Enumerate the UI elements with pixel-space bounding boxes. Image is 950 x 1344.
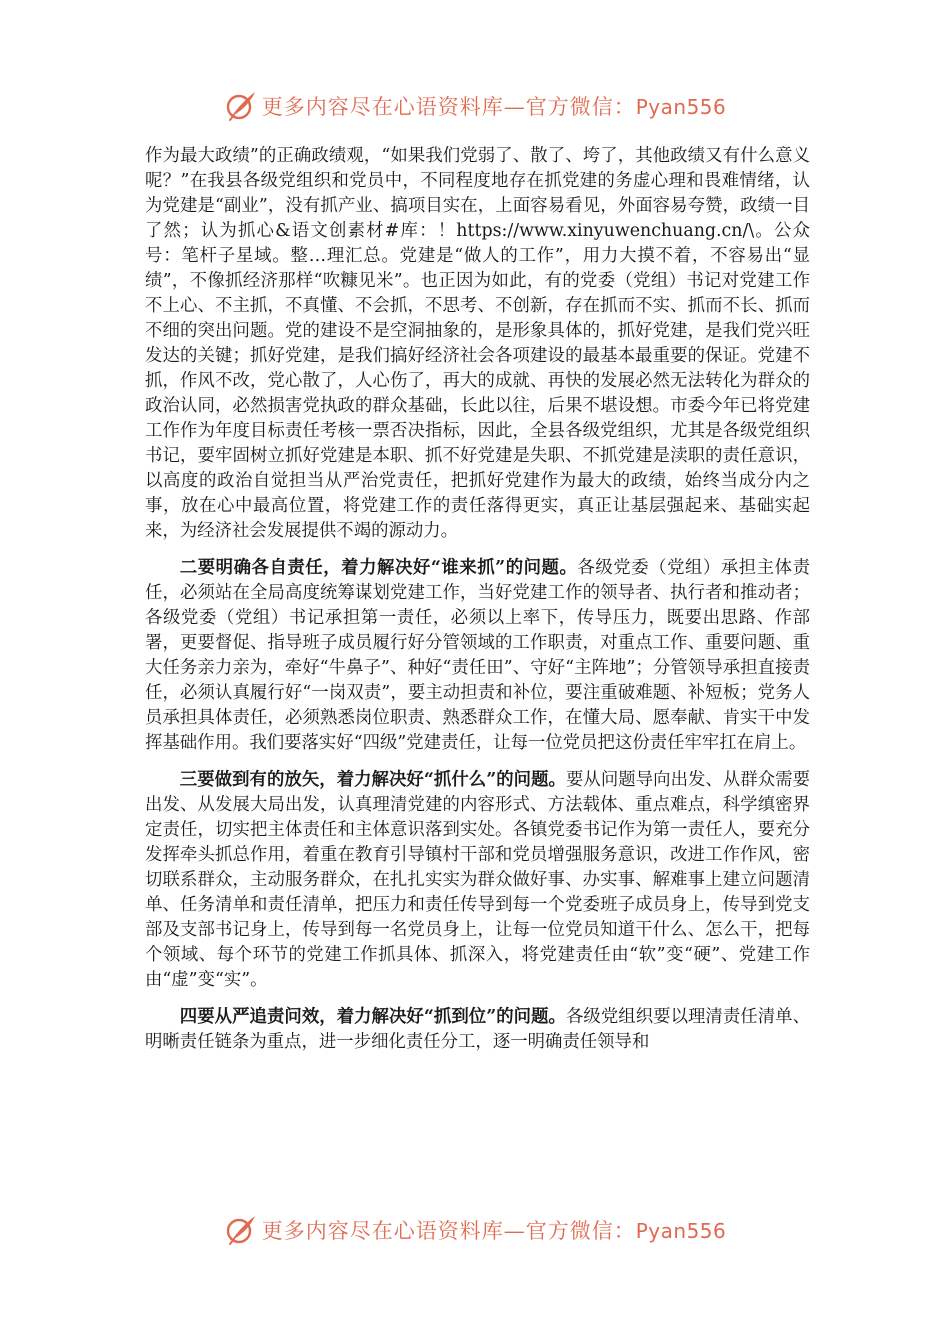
paragraph-4-heading: 四要从严追责问效，着力解决好“抓到位”的问题。 xyxy=(179,1007,566,1027)
paragraph-1-text: 作为最大政绩”的正确政绩观，“如果我们党弱了、散了、垮了，其他政绩又有什么意义呢？”在我县各级党组织和党员中，不同程度地存在抓党建的务虚心理和畏难情绪，认为党建是“副业”，没有抓产业、搞项目实在，上面容易看见，外面容易夸赞，政绩一目了然；认为抓心&语文创素材#库：！https://www.xinyuwenchuang.cn/\。公众号：笔杆子星域。整…理汇总。党建是“做人的工作”，用力大摸不着，不容易出“显绩”，不像抓经济那样“吹糠见米”。也正因为如此，有的党委（党组）书记对党建工作不上心、不主抓，不真懂、不会抓，不思考、不创新，存在抓而不实、抓而不长、抓而不细的突出问题。党的建设不是空洞抽象的，是形象具体的，抓好党建，是我们党兴旺发达的关键；抓好党建，是我们搞好经济社会各项建设的最基本最重要的保证。党建不抓，作风不改，党心散了，人心伤了，再大的成就、再快的发展必然无法转化为群众的政治认同，必然损害党执政的群众基础，长此以往，后果不堪设想。市委今年已将党建工作作为年度目标责任考核一票否决指标，因此，全县各级党组织，尤其是各级党组织书记，要牢固树立抓好党建是本职、抓不好党建是失职、不抓党建是渎职的责任意识，以高度的政治自觉担当从严治党责任，把抓好党建作为最大的政绩，始终当成分内之事，放在心中最高位置，将党建工作的责任落得更实，真正让基层强起来、基础实起来，为经济社会发展提供不竭的源动力。 xyxy=(145,146,810,541)
paragraph-4-text: 各级党组织要以理清责任清单、明晰责任链条为重点，进一步细化责任分工，逐一明确责任领导和 xyxy=(145,1007,810,1052)
paragraph-3-heading: 三要做到有的放矢，着力解决好“抓什么”的问题。 xyxy=(179,770,566,790)
banner-main-text: 更多内容尽在心语资料库—官方微信： xyxy=(261,95,636,119)
paragraph-3-text: 要从问题导向出发、从群众需要出发、从发展大局出发，认真理清党建的内容形式、方法载体、重点难点，科学缜密界定责任，切实把主体责任和主体意识落到实处。各镇党委书记作为第一责任人，要充分发挥牵头抓总作用，着重在教育引导镇村干部和党员增强服务意识，改进工作作风，密切联系群众，主动服务群众，在扎扎实实为群众做好事、办实事、解难事上建立问题清单、任务清单和责任清单，把压力和责任传导到每一个党委班子成员身上，传导到党支部及支部书记身上，传导到每一名党员身上，让每一位党员知道干什么、怎么干，把每个领域、每个环节的党建工作抓具体、抓深入，将党建责任由“软”变“硬”、党建工作由“虚”变“实”。 xyxy=(145,770,810,990)
banner-text xyxy=(262,1215,727,1245)
banner-text xyxy=(262,91,727,121)
footer-watermark-banner xyxy=(0,1208,950,1252)
quill-logo-icon xyxy=(224,89,258,123)
paragraph-2 xyxy=(145,556,810,756)
document-body xyxy=(145,144,810,1055)
paragraph-2-heading: 二要明确各自责任，着力解决好“谁来抓”的问题。 xyxy=(179,558,578,578)
quill-logo-icon xyxy=(224,1213,258,1247)
paragraph-4 xyxy=(145,1005,810,1055)
banner-handle: Pyan556 xyxy=(635,1219,727,1243)
paragraph-2-text: 各级党委（党组）承担主体责任，必须站在全局高度统筹谋划党建工作，当好党建工作的领导者、执行者和推动者；各级党委（党组）书记承担第一责任，必须以上率下，传导压力，既要出思路、作部署，更要督促、指导班子成员履行好分管领域的工作职责，对重点工作、重要问题、重大任务亲力亲为，牵好“牛鼻子”、种好“责任田”、守好“主阵地”；分管领导承担直接责任，必须认真履行好“一岗双责”，要主动担责和补位，要注重破难题、补短板；党务人员承担具体责任，必须熟悉岗位职责、熟悉群众工作，在懂大局、愿奉献、肯实干中发挥基础作用。我们要落实好“四级”党建责任，让每一位党员把这份责任牢牢扛在肩上。 xyxy=(145,558,810,753)
header-watermark-banner xyxy=(0,84,950,128)
paragraph-1 xyxy=(145,144,810,544)
paragraph-3 xyxy=(145,768,810,993)
banner-handle: Pyan556 xyxy=(635,95,727,119)
banner-main-text: 更多内容尽在心语资料库—官方微信： xyxy=(261,1219,636,1243)
